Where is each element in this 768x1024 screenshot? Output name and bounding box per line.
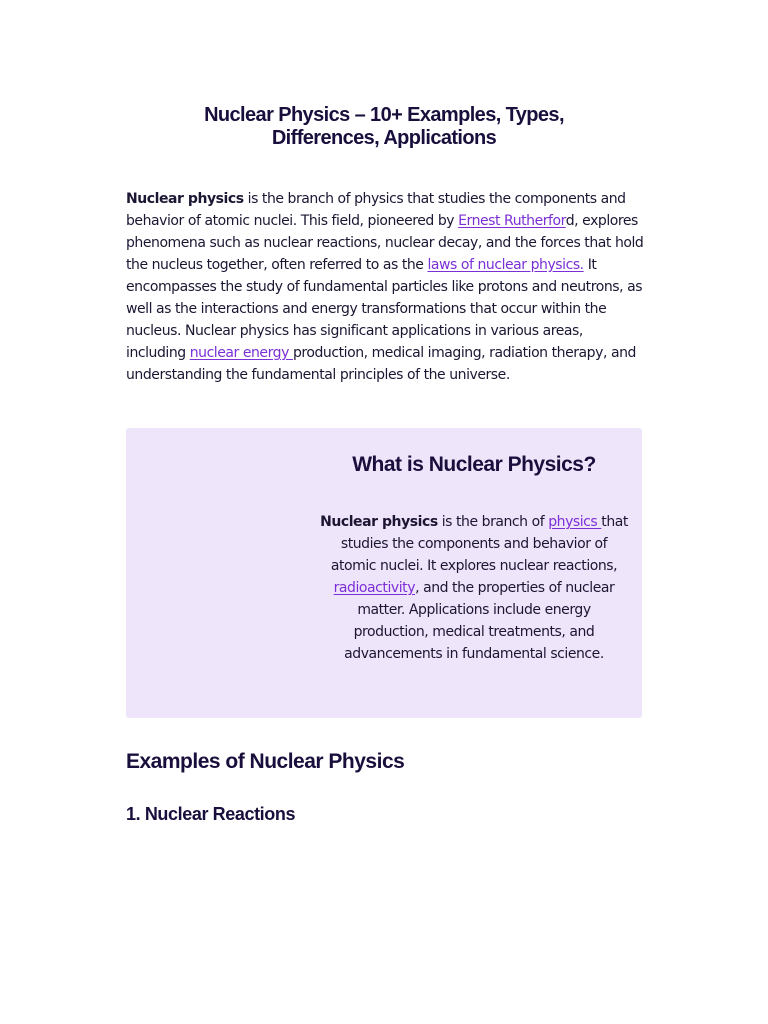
page-title-line-1: Nuclear Physics – 10+ Examples, Types, (204, 104, 564, 126)
page-title-line-2: Differences, Applications (271, 127, 497, 149)
intro-text-4: production, medical imaging, radiation therapy, and understanding the fundamental principles of the universe. (126, 345, 636, 383)
intro-term: Nuclear physics (126, 191, 244, 207)
link-nuclear-energy[interactable]: nuclear energy (189, 345, 293, 361)
intro-paragraph (126, 188, 646, 386)
callout-text-1: is the branch of (437, 514, 549, 530)
page-title (126, 104, 642, 150)
link-ernest-rutherford[interactable]: Ernest Rutherfor (458, 213, 566, 229)
examples-heading: Examples of Nuclear Physics (126, 750, 405, 773)
link-radioactivity[interactable]: radioactivity (333, 580, 416, 596)
link-physics[interactable]: physics (548, 514, 602, 530)
intro-text-3: It encompasses the study of fundamental particles like protons and neutrons, as well as the interactions and energy transformations that occur within the nucleus. Nuclear physics has significant applications in various areas, including (126, 257, 643, 361)
link-laws-of-nuclear-physics[interactable]: laws of nuclear physics. (427, 257, 584, 273)
callout-text-3: , and the properties of nuclear matter. Applications include energy production, medical treatments, and advancements in fundamental science. (344, 580, 615, 662)
callout-term: Nuclear physics (320, 514, 438, 530)
callout-heading: What is Nuclear Physics? (352, 453, 596, 476)
intro-text-2: d, explores phenomena such as nuclear reactions, nuclear decay, and the forces that hold the nucleus together, often referred to as the (126, 213, 644, 273)
callout-text-2: that studies the components and behavior of atomic nuclei. It explores nuclear reactions, (330, 514, 628, 574)
callout-body (319, 511, 629, 665)
example-heading-nuclear-reactions: 1. Nuclear Reactions (126, 804, 296, 824)
definition-callout (126, 428, 642, 718)
intro-text-1: is the branch of physics that studies the components and behavior of atomic nuclei. This field, pioneered by (126, 191, 626, 229)
